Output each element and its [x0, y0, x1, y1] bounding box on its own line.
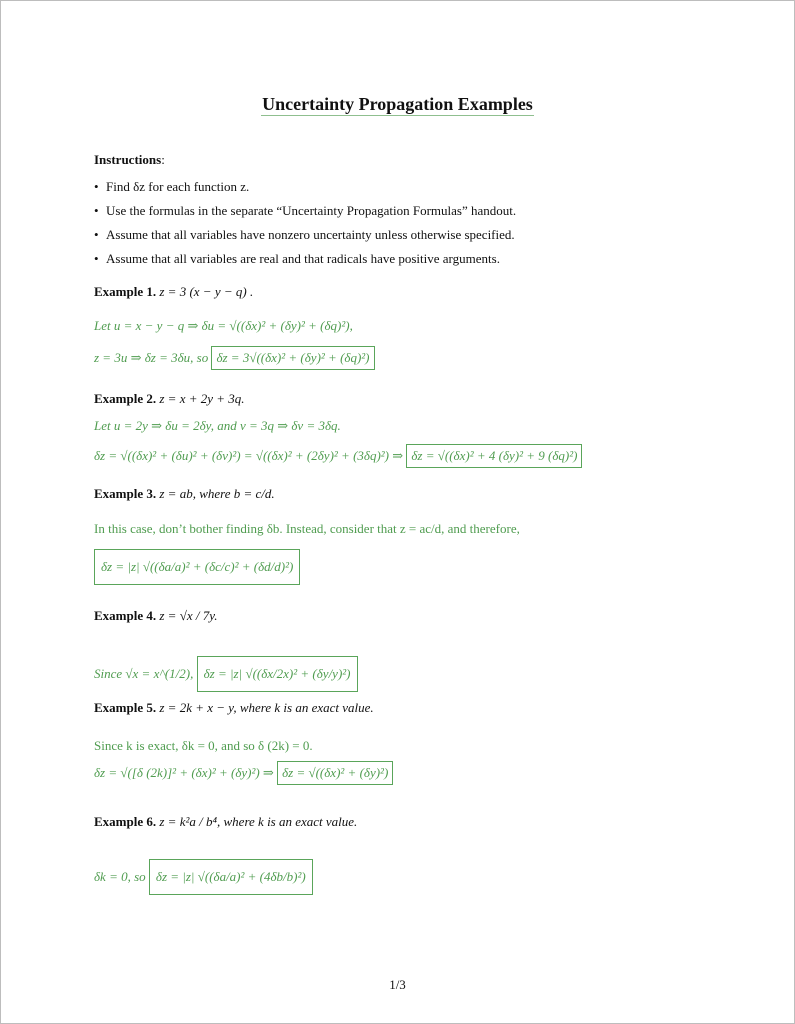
instruction-item: • Assume that all variables have nonzero uncertainty unless otherwise specified. — [94, 227, 516, 251]
example-2-solution-line-1: Let u = 2y ⇒ δu = 2δy, and v = 3q ⇒ δv = 3δq. — [94, 418, 341, 433]
example-3-solution-line-2 — [94, 549, 300, 585]
example-4-problem: Example 4. z = √x / 7y. — [94, 608, 218, 623]
page-number: 1/3 — [389, 977, 406, 992]
example-1-solution-line-2: z = 3u ⇒ δz = 3δu, so δz = 3√((δx)² + (δy)² + (δq)²) — [94, 346, 375, 370]
example-3-answer-box: δz = |z| √((δa/a)² + (δc/c)² + (δd/d)²) — [94, 549, 300, 585]
instructions-list — [94, 179, 516, 275]
example-2-answer-box: δz = √((δx)² + 4 (δy)² + 9 (δq)²) — [406, 444, 582, 468]
example-1-solution-line-1: Let u = x − y − q ⇒ δu = √((δx)² + (δy)² + (δq)²), — [94, 318, 353, 333]
example-5-answer-box: δz = √((δx)² + (δy)²) — [277, 761, 393, 785]
instruction-item: • Find δz for each function z. — [94, 179, 516, 203]
example-4-solution-line-1: Since √x = x^(1/2), δz = |z| √((δx/2x)² + (δy/y)²) — [94, 656, 358, 692]
example-2-problem: Example 2. z = x + 2y + 3q. — [94, 391, 245, 406]
example-5-solution-line-2: δz = √([δ (2k)]² + (δx)² + (δy)²) ⇒ δz = √((δx)² + (δy)²) — [94, 761, 393, 785]
example-3-problem: Example 3. z = ab, where b = c/d. — [94, 486, 275, 501]
instructions-heading: Instructions: — [94, 152, 165, 167]
example-5-solution-line-1: Since k is exact, δk = 0, and so δ (2k) = 0. — [94, 738, 313, 753]
example-6-problem: Example 6. z = k²a / b⁴, where k is an exact value. — [94, 814, 358, 829]
example-2-solution-line-2: δz = √((δx)² + (δu)² + (δv)²) = √((δx)² + (2δy)² + (3δq)²) ⇒ δz = √((δx)² + 4 (δy)² + 9 (δq)²) — [94, 444, 582, 468]
instruction-item: • Assume that all variables are real and that radicals have positive arguments. — [94, 251, 516, 275]
page-title: Uncertainty Propagation Examples — [262, 94, 533, 114]
example-1-problem: Example 1. z = 3 (x − y − q) . — [94, 284, 254, 299]
example-4-answer-box: δz = |z| √((δx/2x)² + (δy/y)²) — [197, 656, 358, 692]
example-6-answer-box: δz = |z| √((δa/a)² + (4δb/b)²) — [149, 859, 313, 895]
example-5-problem: Example 5. z = 2k + x − y, where k is an exact value. — [94, 700, 374, 715]
instruction-item: • Use the formulas in the separate “Uncertainty Propagation Formulas” handout. — [94, 203, 516, 227]
example-1-answer-box: δz = 3√((δx)² + (δy)² + (δq)²) — [211, 346, 374, 370]
example-3-solution-line-1: In this case, don’t bother finding δb. Instead, consider that z = ac/d, and therefore, — [94, 521, 520, 536]
example-6-solution-line-1: δk = 0, so δz = |z| √((δa/a)² + (4δb/b)²) — [94, 859, 313, 895]
